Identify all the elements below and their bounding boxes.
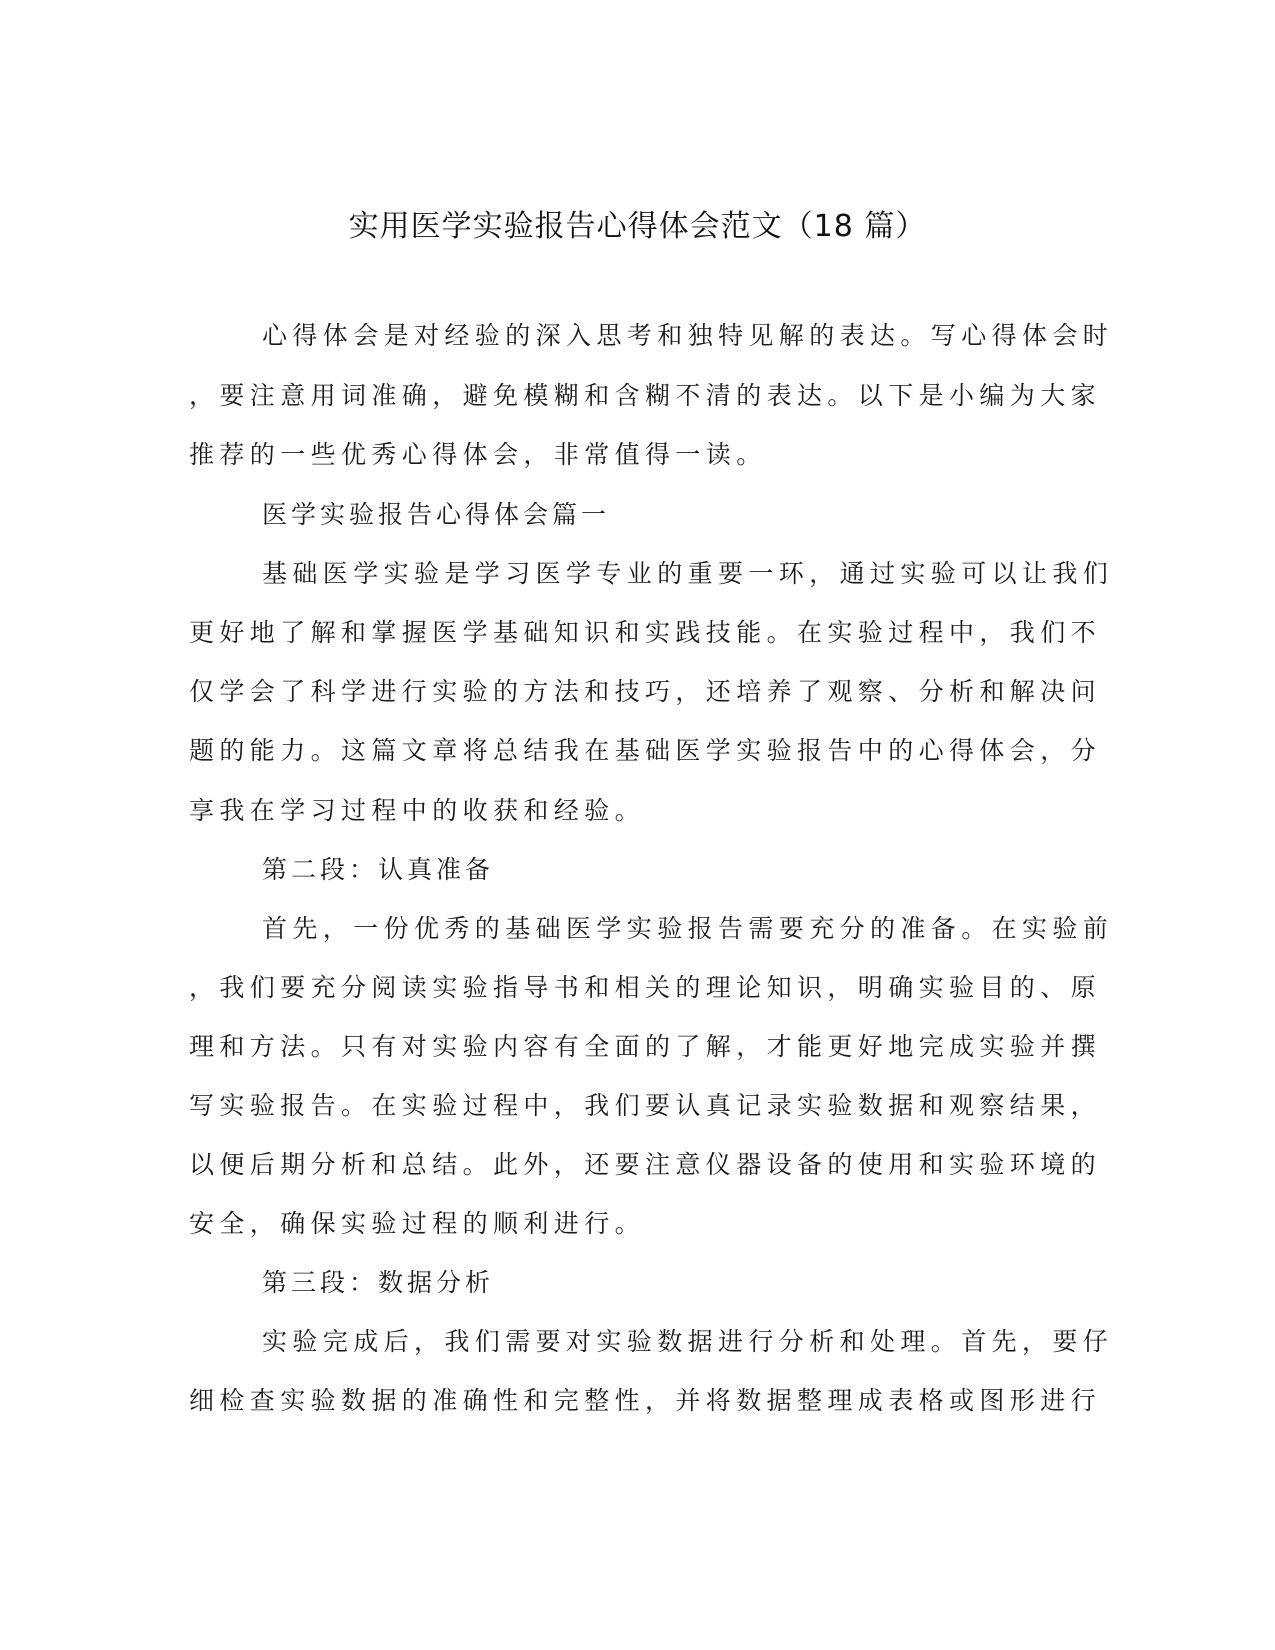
intro-line-3: 推荐的一些优秀心得体会，非常值得一读。 xyxy=(189,440,767,469)
body-line-7: ，我们要充分阅读实验指导书和相关的理论知识，明确实验目的、原 xyxy=(189,973,1102,1002)
document-title: 实用医学实验报告心得体会范文（18 篇） xyxy=(348,209,927,244)
body-line-2: 更好地了解和掌握医学基础知识和实践技能。在实验过程中，我们不 xyxy=(189,618,1102,647)
body-line-10: 以便后期分析和总结。此外，还要注意仪器设备的使用和实验环境的 xyxy=(189,1150,1102,1179)
body-line-12: 实验完成后，我们需要对实验数据进行分析和处理。首先，要仔 xyxy=(262,1327,1114,1356)
body-line-8: 理和方法。只有对实验内容有全面的了解，才能更好地完成实验并撰 xyxy=(189,1032,1102,1061)
intro-line-1: 心得体会是对经验的深入思考和独特见解的表达。写心得体会时 xyxy=(262,321,1114,350)
body-line-6: 首先，一份优秀的基础医学实验报告需要充分的准备。在实验前 xyxy=(262,914,1114,943)
section-heading-2: 第二段：认真准备 xyxy=(262,855,495,884)
intro-line-2: ，要注意用词准确，避免模糊和含糊不清的表达。以下是小编为大家 xyxy=(189,381,1102,410)
body-line-4: 题的能力。这篇文章将总结我在基础医学实验报告中的心得体会，分 xyxy=(189,736,1102,765)
section-heading-3: 第三段：数据分析 xyxy=(262,1268,495,1297)
body-line-9: 写实验报告。在实验过程中，我们要认真记录实验数据和观察结果， xyxy=(189,1091,1102,1120)
body-line-13: 细检查实验数据的准确性和完整性，并将数据整理成表格或图形进行 xyxy=(189,1386,1102,1415)
body-line-11: 安全，确保实验过程的顺利进行。 xyxy=(189,1209,646,1238)
body-line-3: 仅学会了科学进行实验的方法和技巧，还培养了观察、分析和解决问 xyxy=(189,677,1102,706)
section-heading-1: 医学实验报告心得体会篇一 xyxy=(262,500,611,529)
body-line-1: 基础医学实验是学习医学专业的重要一环，通过实验可以让我们 xyxy=(262,559,1114,588)
body-line-5: 享我在学习过程中的收获和经验。 xyxy=(189,796,646,825)
